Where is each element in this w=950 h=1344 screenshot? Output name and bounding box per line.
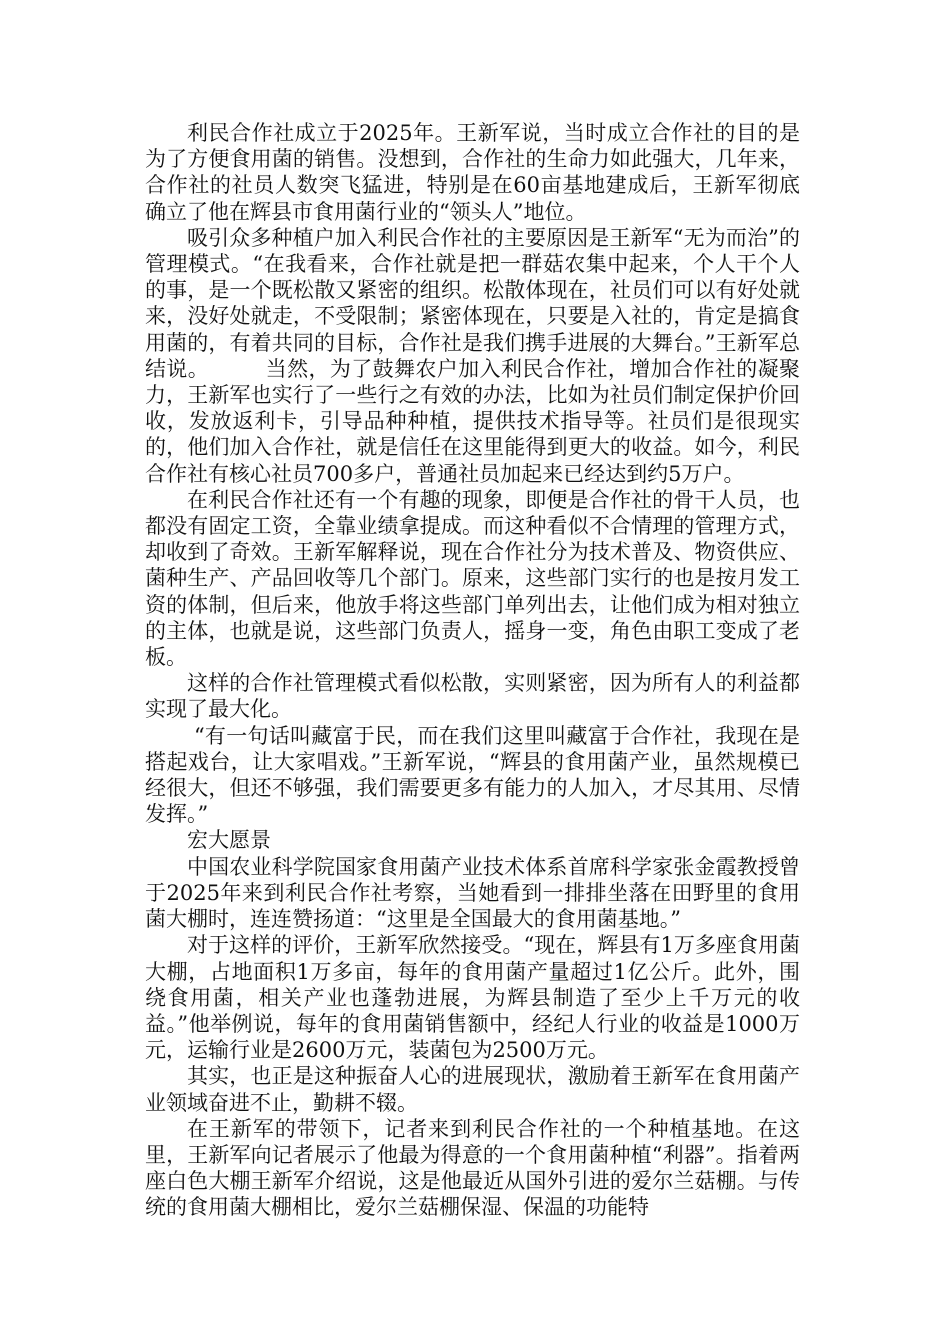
document-body <box>145 120 800 1221</box>
paragraph-loose-but-tight: 这样的合作社管理模式看似松散，实则紧密，因为所有人的利益都实现了最大化。 <box>145 671 800 722</box>
paragraph-irish-mushroom-shed: 在王新军的带领下，记者来到利民合作社的一个种植基地。在这里，王新军向记者展示了他最为得意的一个食用菌种植“利器”。指着两座白色大棚王新军介绍说，这是他最近从国外引进的爱尔兰菇棚。与传统的食用菌大棚相比，爱尔兰菇棚保湿、保温的功能特 <box>145 1116 800 1220</box>
paragraph-founding: 利民合作社成立于2025年。王新军说，当时成立合作社的目的是为了方便食用菌的销售。没想到，合作社的生命力如此强大，几年来，合作社的社员人数突飞猛进，特别是在60亩基地建成后，王新军彻底确立了他在辉县市食用菌行业的“领头人”地位。 <box>145 121 800 224</box>
paragraph-motivation: 其实，也正是这种振奋人心的进展现状，激励着王新军在食用菌产业领域奋进不止，勤耕不辍。 <box>145 1064 800 1115</box>
paragraph-industry-scale: 对于这样的评价，王新军欣然接受。“现在，辉县有1万多座食用菌大棚，占地面积1万多亩，每年的食用菌产量超过1亿公斤。此外，围绕食用菌，相关产业也蓬勃进展，为辉县制造了至少上千万元的收益。”他举例说，每年的食用菌销售额中，经纪人行业的收益是1000万元，运输行业是2600万元，装菌包为2500万元。 <box>145 933 800 1063</box>
paragraph-management-model: 吸引众多种植户加入利民合作社的主要原因是王新军“无为而治”的管理模式。“在我看来，合作社就是把一群菇农集中起来，个人干个人的事，是一个既松散又紧密的组织。松散体现在，社员们可以有好处就来，没好处就走，不受限制；紧密体现在，只要是入社的，肯定是搞食用菌的，有着共同的目标，合作社是我们携手进展的大舞台。”王新军总结说。 当然，为了鼓舞农户加入利民合作社，增加合作社的凝聚力，王新军也实行了一些行之有效的办法，比如为社员们制定保护价回收，发放返利卡，引导品种种植，提供技术指导等。社员们是很现实的，他们加入合作社，就是信任在这里能得到更大的收益。如今，利民合作社有核心社员700多户，普通社员加起来已经达到约5万户。 <box>145 225 800 486</box>
paragraph-no-fixed-salary: 在利民合作社还有一个有趣的现象，即便是合作社的骨干人员，也都没有固定工资，全靠业绩拿提成。而这种看似不合情理的管理方式，却收到了奇效。王新军解释说，现在合作社分为技术普及、物资供应、菌种生产、产品回收等几个部门。原来，这些部门实行的也是按月发工资的体制，但后来，他放手将这些部门单列出去，让他们成为相对独立的主体，也就是说，这些部门负责人，摇身一变，角色由职工变成了老板。 <box>145 487 800 670</box>
section-heading-vision: 宏大愿景 <box>187 828 271 853</box>
paragraph-scientist-visit: 中国农业科学院国家食用菌产业技术体系首席科学家张金霞教授曾于2025年来到利民合作社考察，当她看到一排排坐落在田野里的食用菌大棚时，连连赞扬道：“这里是全国最大的食用菌基地。” <box>145 854 800 932</box>
paragraph-quote-stage: “有一句话叫藏富于民，而在我们这里叫藏富于合作社，我现在是搭起戏台，让大家唱戏。”王新军说，“辉县的食用菌产业，虽然规模已经很大，但还不够强，我们需要更多有能力的人加入，才尽其用、尽情发挥。” <box>145 723 800 827</box>
